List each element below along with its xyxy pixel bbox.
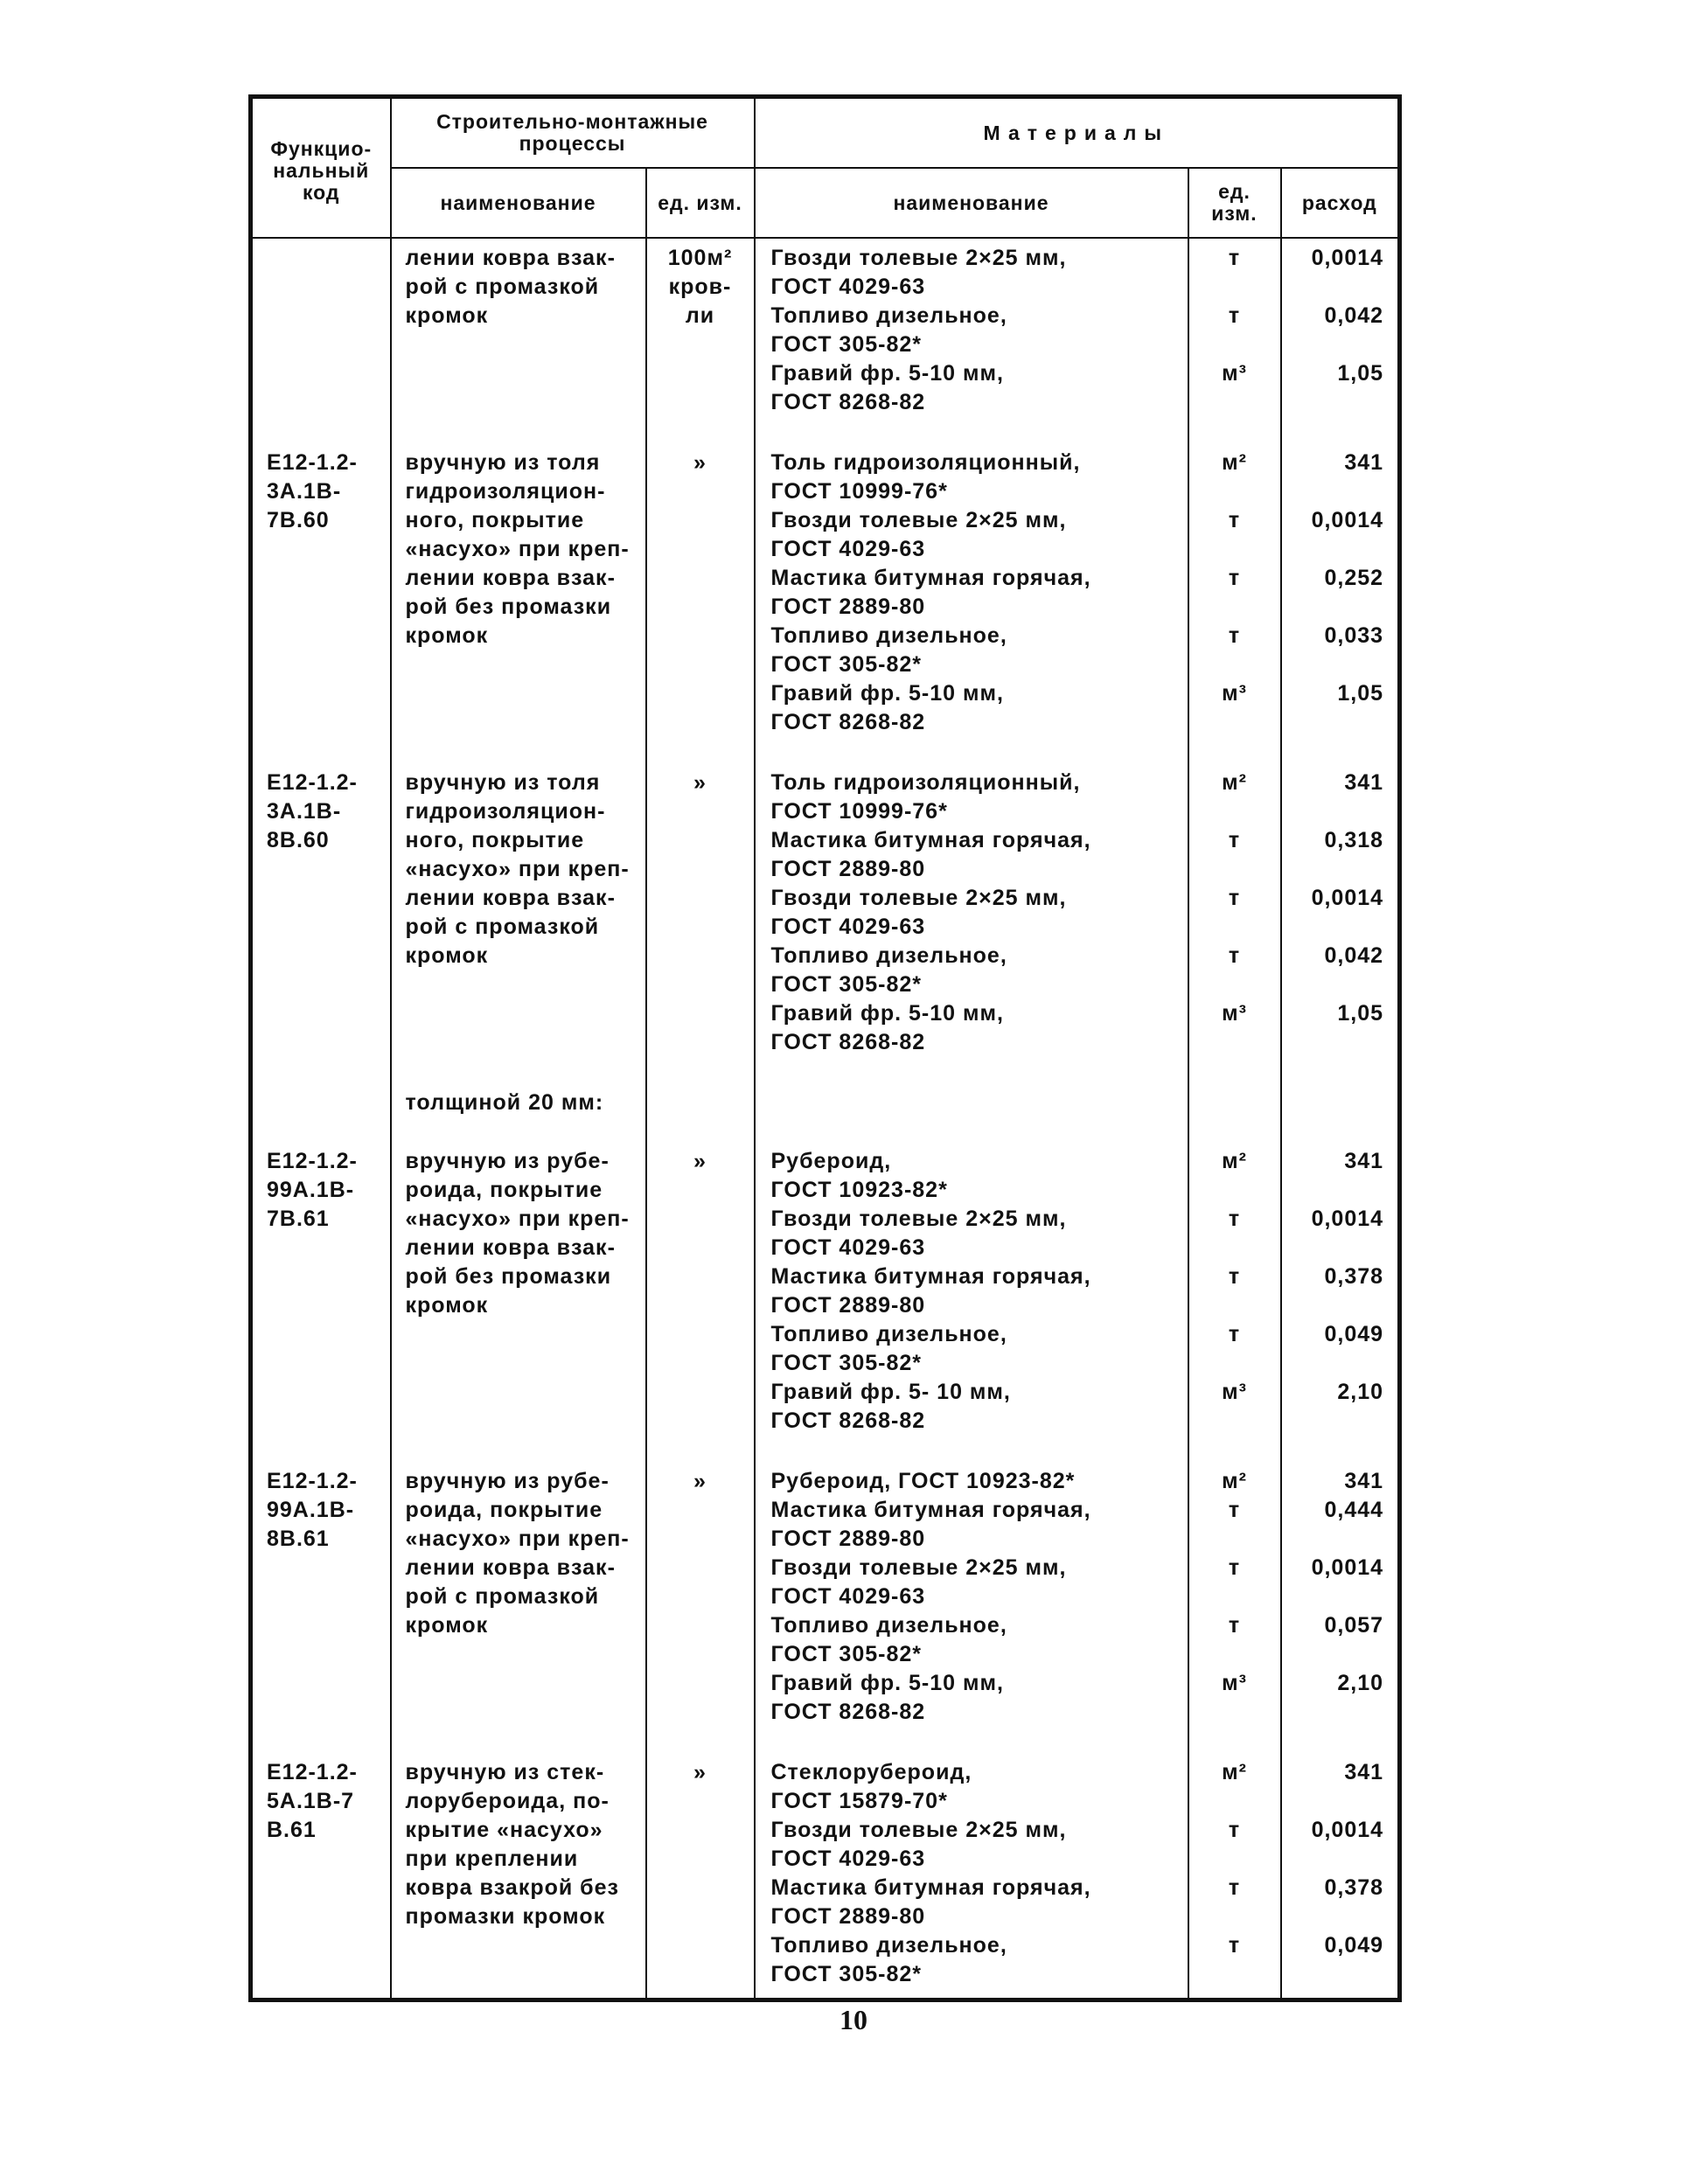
process-name-line: лении ковра взак- [405, 246, 616, 270]
material-name-line: ГОСТ 305-82* [770, 972, 923, 997]
material-name-line: ГОСТ 10999-76* [770, 799, 948, 824]
process-name-line: вручную из рубе- [405, 1149, 610, 1173]
spacer [1190, 535, 1279, 564]
spacer [1190, 1525, 1279, 1554]
spacer [1283, 1291, 1384, 1320]
material-name-line: ГОСТ 2889-80 [770, 1904, 926, 1929]
spacer [1283, 1698, 1384, 1727]
material-unit-cell [1188, 1753, 1281, 2000]
spacer [1283, 970, 1384, 999]
material-qty: 341 [1344, 1760, 1384, 1784]
header-process-name: наименование [391, 168, 646, 238]
material-qty-cell [1281, 1462, 1400, 1753]
process-cell [391, 1142, 646, 1462]
spacer [1283, 708, 1384, 737]
process-cell [391, 1462, 646, 1753]
material-name-line: ГОСТ 305-82* [770, 652, 923, 677]
material-name-line: ГОСТ 8268-82 [770, 1700, 926, 1724]
process-name-line: ного, покрытие [405, 828, 585, 852]
material-name-line: Мастика битумная горячая, [770, 1498, 1091, 1522]
material-unit: м³ [1222, 1671, 1247, 1695]
material-unit: м² [1222, 1469, 1247, 1493]
material-name-line: Гвозди толевые 2×25 мм, [770, 1207, 1067, 1231]
function-code-line: 99А.1В- [267, 1178, 355, 1202]
function-code-line: Е12-1.2- [267, 770, 358, 795]
material-name-line: ГОСТ 8268-82 [770, 1030, 926, 1054]
material-name-line: Мастика битумная горячая, [770, 566, 1091, 590]
material-qty: 1,05 [1337, 681, 1384, 706]
spacer [1283, 535, 1384, 564]
process-name-line: ковра взакрой без [405, 1875, 619, 1900]
material-name-line: Гравий фр. 5-10 мм, [770, 681, 1004, 706]
process-unit-line: кров- [668, 275, 732, 299]
material-name-line: ГОСТ 10999-76* [770, 479, 948, 504]
code-cell [251, 1083, 391, 1142]
material-name-line: ГОСТ 8268-82 [770, 390, 926, 414]
process-name-line: рой без промазки [405, 595, 612, 619]
process-unit-cell [646, 443, 755, 763]
spacer [1283, 477, 1384, 506]
spacer [1283, 797, 1384, 826]
spacer [1190, 273, 1279, 302]
material-name-line: Гвозди толевые 2×25 мм, [770, 246, 1067, 270]
material-name-line: Толь гидроизоляционный, [770, 770, 1081, 795]
material-unit-cell [1188, 238, 1281, 443]
material-unit: т [1228, 508, 1241, 532]
process-name-line: вручную из толя [405, 450, 601, 475]
material-name-line: ГОСТ 2889-80 [770, 1527, 926, 1551]
function-code-line: 3А.1В- [267, 479, 342, 504]
spacer [1283, 1787, 1384, 1816]
spacer [1190, 1291, 1279, 1320]
material-unit: т [1228, 1818, 1241, 1842]
empty-cell [646, 1083, 755, 1142]
table-body [251, 238, 1400, 2000]
material-unit-cell [1188, 1142, 1281, 1462]
material-unit: т [1228, 1875, 1241, 1900]
process-name-line: вручную из стек- [405, 1760, 605, 1784]
function-code-line: Е12-1.2- [267, 1469, 358, 1493]
spacer [1190, 388, 1279, 417]
process-name-line: кромок [405, 1613, 489, 1638]
ditto-mark: » [693, 1760, 707, 1784]
spacer [1190, 1349, 1279, 1378]
material-qty: 2,10 [1337, 1380, 1384, 1404]
spacer [1190, 913, 1279, 942]
spacer [1190, 593, 1279, 622]
table-row [251, 1142, 1400, 1462]
ditto-mark: » [693, 1149, 707, 1173]
material-cell [755, 238, 1188, 443]
code-cell [251, 238, 391, 443]
material-unit: м² [1222, 1760, 1247, 1784]
spacer [1190, 708, 1279, 737]
material-name-line: Топливо дизельное, [770, 303, 1007, 328]
material-name-line: Гвозди толевые 2×25 мм, [770, 886, 1067, 910]
process-name-line: при креплении [405, 1847, 579, 1871]
spacer [1190, 1640, 1279, 1669]
process-unit-line: ли [685, 303, 715, 328]
material-unit: т [1228, 886, 1241, 910]
material-name-line: Топливо дизельное, [770, 1613, 1007, 1638]
process-name-line: кромок [405, 943, 489, 968]
material-unit: т [1228, 1498, 1241, 1522]
spacer [1190, 1787, 1279, 1816]
material-name-line: ГОСТ 2889-80 [770, 1293, 926, 1318]
material-name-line: ГОСТ 8268-82 [770, 710, 926, 734]
process-name-line: лении ковра взак- [405, 1555, 616, 1580]
page-number: 10 [840, 2004, 867, 2035]
material-name-line: ГОСТ 4029-63 [770, 1235, 926, 1260]
material-name-line: ГОСТ 15879-70* [770, 1789, 948, 1813]
material-qty: 0,0014 [1311, 886, 1384, 910]
spacer [1190, 1028, 1279, 1057]
material-unit: м³ [1222, 361, 1247, 386]
material-name-line: ГОСТ 10923-82* [770, 1178, 948, 1202]
material-qty: 0,378 [1324, 1264, 1384, 1289]
material-name-line: Гравий фр. 5-10 мм, [770, 1001, 1004, 1026]
function-code-line: 7В.60 [267, 508, 330, 532]
process-cell [391, 1083, 646, 1142]
spacer [1283, 1234, 1384, 1262]
spacer [1190, 477, 1279, 506]
header-code: Функцио-нальный код [251, 97, 391, 239]
process-name-line: «насухо» при креп- [405, 1207, 630, 1231]
material-qty-cell [1281, 1753, 1400, 2000]
process-unit-cell [646, 1753, 755, 2000]
material-cell [755, 443, 1188, 763]
spacer [1283, 1640, 1384, 1669]
material-qty: 2,10 [1337, 1671, 1384, 1695]
process-name-line: промазки кромок [405, 1904, 606, 1929]
code-cell [251, 1142, 391, 1462]
function-code-line: 8В.60 [267, 828, 330, 852]
material-name-line: ГОСТ 2889-80 [770, 857, 926, 881]
process-name-line: рой без промазки [405, 1264, 612, 1289]
material-qty: 0,057 [1324, 1613, 1384, 1638]
process-name-line: кромок [405, 303, 489, 328]
material-name-line: ГОСТ 305-82* [770, 1351, 923, 1375]
material-unit: м² [1222, 450, 1247, 475]
material-unit: т [1228, 1264, 1241, 1289]
material-unit: т [1228, 1933, 1241, 1958]
function-code-line: 7В.61 [267, 1207, 330, 1231]
function-code-line: 99А.1В- [267, 1498, 355, 1522]
material-name-line: Топливо дизельное, [770, 1322, 1007, 1346]
process-name-line: рой с промазкой [405, 1584, 600, 1609]
material-qty: 0,252 [1324, 566, 1384, 590]
spacer [1190, 1960, 1279, 1989]
material-cell [755, 1753, 1188, 2000]
material-qty: 0,444 [1324, 1498, 1384, 1522]
table-row [251, 1083, 1400, 1142]
function-code-line: Е12-1.2- [267, 1760, 358, 1784]
material-unit: т [1228, 1613, 1241, 1638]
process-name-line: «насухо» при креп- [405, 537, 630, 561]
code-cell [251, 1753, 391, 2000]
ditto-mark: » [693, 770, 707, 795]
materials-table [248, 94, 1402, 2002]
process-cell [391, 763, 646, 1083]
process-name-line: лении ковра взак- [405, 1235, 616, 1260]
material-qty: 0,318 [1324, 828, 1384, 852]
spacer [1283, 855, 1384, 884]
spacer [1283, 1960, 1384, 1989]
material-qty: 0,0014 [1311, 1555, 1384, 1580]
spacer [1283, 330, 1384, 359]
process-name-line: лорубероида, по- [405, 1789, 610, 1813]
process-unit-cell [646, 1142, 755, 1462]
function-code-line: 3А.1В- [267, 799, 342, 824]
material-unit: м³ [1222, 681, 1247, 706]
process-name-line: «насухо» при креп- [405, 1527, 630, 1551]
material-qty-cell [1281, 1142, 1400, 1462]
material-name-line: ГОСТ 2889-80 [770, 595, 926, 619]
process-name-line: лении ковра взак- [405, 886, 616, 910]
material-name-line: ГОСТ 4029-63 [770, 537, 926, 561]
function-code-line: 8В.61 [267, 1527, 330, 1551]
material-unit: т [1228, 828, 1241, 852]
spacer [1283, 913, 1384, 942]
spacer [1283, 1028, 1384, 1057]
section-subheader: толщиной 20 мм: [405, 1090, 604, 1115]
material-name-line: Рубероид, [770, 1149, 892, 1173]
material-unit: т [1228, 623, 1241, 648]
material-cell [755, 1142, 1188, 1462]
empty-cell [1188, 1083, 1281, 1142]
material-unit: т [1228, 1207, 1241, 1231]
spacer [1283, 593, 1384, 622]
material-qty: 0,042 [1324, 943, 1384, 968]
material-unit: т [1228, 303, 1241, 328]
table-header [251, 97, 1400, 239]
header-materials: Материалы [755, 97, 1400, 169]
spacer [1283, 1582, 1384, 1611]
material-qty: 1,05 [1337, 361, 1384, 386]
material-unit: м² [1222, 1149, 1247, 1173]
material-qty: 0,042 [1324, 303, 1384, 328]
material-qty: 0,378 [1324, 1875, 1384, 1900]
header-material-unit: ед. изм. [1188, 168, 1281, 238]
process-name-line: вручную из толя [405, 770, 601, 795]
material-name-line: ГОСТ 305-82* [770, 1962, 923, 1986]
material-cell [755, 763, 1188, 1083]
process-unit-line: 100м² [667, 246, 733, 270]
spacer [1190, 1845, 1279, 1874]
process-name-line: рой с промазкой [405, 915, 600, 939]
spacer [1190, 1902, 1279, 1931]
material-unit: т [1228, 1555, 1241, 1580]
header-processes: Строительно-монтажные процессы [391, 97, 755, 169]
material-unit: т [1228, 246, 1241, 270]
spacer [1190, 855, 1279, 884]
material-unit: м³ [1222, 1380, 1247, 1404]
material-name-line: Мастика битумная горячая, [770, 1264, 1091, 1289]
material-unit-cell [1188, 443, 1281, 763]
material-name-line: Гвозди толевые 2×25 мм, [770, 1818, 1067, 1842]
material-name-line: Гвозди толевые 2×25 мм, [770, 1555, 1067, 1580]
spacer [1283, 1176, 1384, 1205]
material-name-line: ГОСТ 4029-63 [770, 1584, 926, 1609]
material-name-line: ГОСТ 4029-63 [770, 275, 926, 299]
table-row [251, 238, 1400, 443]
material-qty: 341 [1344, 450, 1384, 475]
material-name-line: Топливо дизельное, [770, 943, 1007, 968]
process-name-line: лении ковра взак- [405, 566, 616, 590]
process-name-line: гидроизоляцион- [405, 479, 606, 504]
material-cell [755, 1462, 1188, 1753]
material-qty: 0,0014 [1311, 1207, 1384, 1231]
spacer [1283, 1407, 1384, 1436]
material-unit: т [1228, 566, 1241, 590]
table-row [251, 443, 1400, 763]
process-name-line: кромок [405, 623, 489, 648]
material-name-line: ГОСТ 305-82* [770, 1642, 923, 1666]
material-name-line: ГОСТ 8268-82 [770, 1408, 926, 1433]
process-name-line: кромок [405, 1293, 489, 1318]
process-cell [391, 1753, 646, 2000]
process-name-line: роида, покрытие [405, 1498, 603, 1522]
spacer [1283, 1525, 1384, 1554]
material-name-line: Гравий фр. 5-10 мм, [770, 361, 1004, 386]
function-code-line: 5А.1В-7 [267, 1789, 355, 1813]
ditto-mark: » [693, 450, 707, 475]
material-unit-cell [1188, 1462, 1281, 1753]
material-qty: 0,049 [1324, 1322, 1384, 1346]
spacer [1283, 388, 1384, 417]
header-process-unit: ед. изм. [646, 168, 755, 238]
table-row [251, 1753, 1400, 2000]
material-qty-cell [1281, 443, 1400, 763]
material-unit: т [1228, 1322, 1241, 1346]
spacer [1190, 970, 1279, 999]
material-qty: 0,033 [1324, 623, 1384, 648]
function-code-line: Е12-1.2- [267, 1149, 358, 1173]
spacer [1190, 1234, 1279, 1262]
material-name-line: Мастика битумная горячая, [770, 1875, 1091, 1900]
spacer [1190, 330, 1279, 359]
material-name-line: Рубероид, ГОСТ 10923-82* [770, 1469, 1076, 1493]
material-qty: 0,0014 [1311, 246, 1384, 270]
function-code-line: В.61 [267, 1818, 317, 1842]
spacer [1283, 650, 1384, 679]
process-unit-cell [646, 1462, 755, 1753]
code-cell [251, 443, 391, 763]
empty-cell [755, 1083, 1188, 1142]
process-name-line: гидроизоляцион- [405, 799, 606, 824]
material-name-line: Мастика битумная горячая, [770, 828, 1091, 852]
process-name-line: вручную из рубе- [405, 1469, 610, 1493]
process-name-line: ного, покрытие [405, 508, 585, 532]
table-row [251, 1462, 1400, 1753]
material-qty: 0,0014 [1311, 508, 1384, 532]
material-name-line: Топливо дизельное, [770, 1933, 1007, 1958]
process-name-line: крытие «насухо» [405, 1818, 603, 1842]
material-name-line: Гравий фр. 5- 10 мм, [770, 1380, 1011, 1404]
process-cell [391, 443, 646, 763]
material-name-line: Топливо дизельное, [770, 623, 1007, 648]
material-qty: 0,049 [1324, 1933, 1384, 1958]
function-code-line: Е12-1.2- [267, 450, 358, 475]
spacer [1283, 1349, 1384, 1378]
material-qty: 1,05 [1337, 1001, 1384, 1026]
material-qty: 341 [1344, 1469, 1384, 1493]
material-name-line: Гравий фр. 5-10 мм, [770, 1671, 1004, 1695]
process-name-line: роида, покрытие [405, 1178, 603, 1202]
process-name-line: «насухо» при креп- [405, 857, 630, 881]
spacer [1190, 1176, 1279, 1205]
process-name-line: рой с промазкой [405, 275, 600, 299]
empty-cell [1281, 1083, 1400, 1142]
header-material-name: наименование [755, 168, 1188, 238]
code-cell [251, 1462, 391, 1753]
table-row [251, 763, 1400, 1083]
spacer [1190, 1698, 1279, 1727]
material-unit: м² [1222, 770, 1247, 795]
material-unit-cell [1188, 763, 1281, 1083]
material-qty: 341 [1344, 1149, 1384, 1173]
material-qty-cell [1281, 238, 1400, 443]
material-qty-cell [1281, 763, 1400, 1083]
spacer [1190, 1582, 1279, 1611]
spacer [1283, 1845, 1384, 1874]
process-unit-cell [646, 238, 755, 443]
material-qty: 341 [1344, 770, 1384, 795]
header-material-qty: расход [1281, 168, 1400, 238]
material-name-line: Толь гидроизоляционный, [770, 450, 1081, 475]
spacer [1190, 650, 1279, 679]
material-name-line: ГОСТ 4029-63 [770, 915, 926, 939]
ditto-mark: » [693, 1469, 707, 1493]
material-name-line: ГОСТ 305-82* [770, 332, 923, 357]
material-name-line: ГОСТ 4029-63 [770, 1847, 926, 1871]
material-unit: т [1228, 943, 1241, 968]
spacer [1283, 273, 1384, 302]
material-name-line: Стеклорубероид, [770, 1760, 972, 1784]
spacer [1190, 797, 1279, 826]
process-cell [391, 238, 646, 443]
spacer [1190, 1407, 1279, 1436]
code-cell [251, 763, 391, 1083]
material-name-line: Гвозди толевые 2×25 мм, [770, 508, 1067, 532]
spacer [1283, 1902, 1384, 1931]
material-unit: м³ [1222, 1001, 1247, 1026]
process-unit-cell [646, 763, 755, 1083]
material-qty: 0,0014 [1311, 1818, 1384, 1842]
